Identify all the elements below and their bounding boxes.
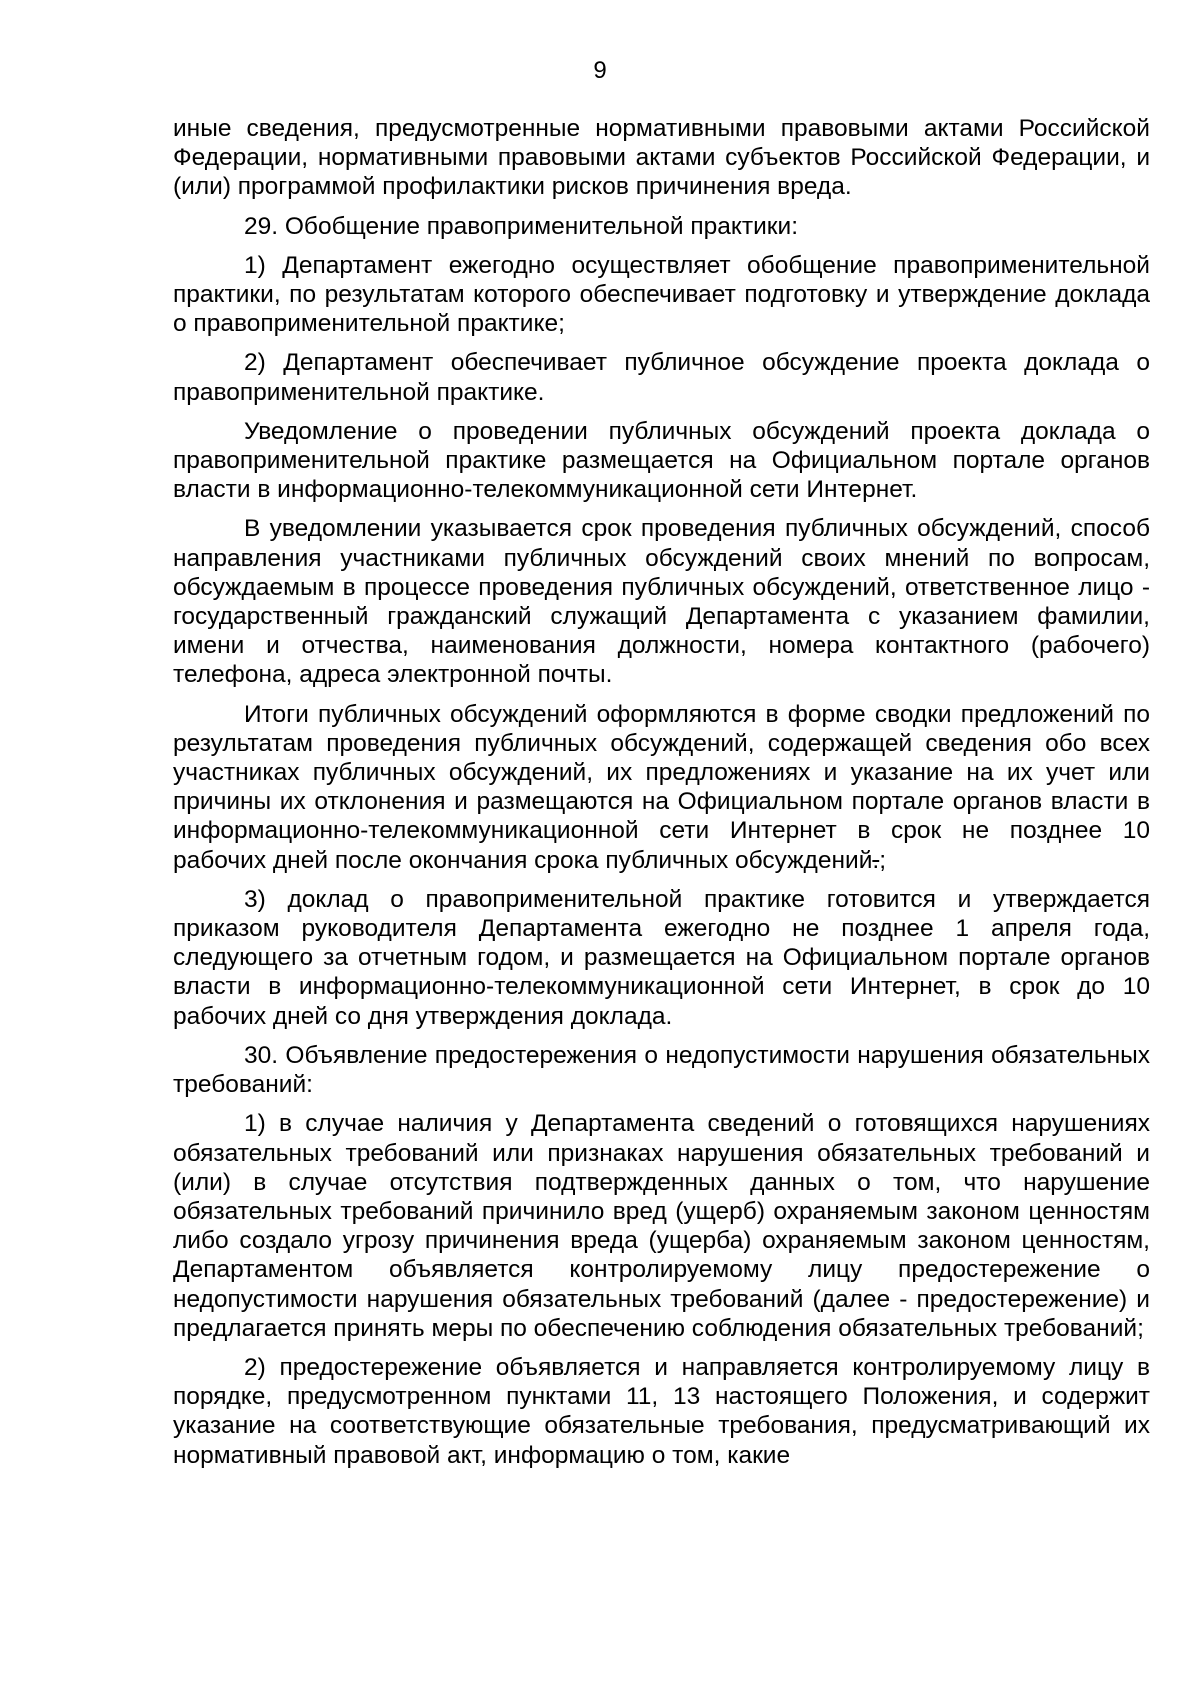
paragraph-29-1: 1) Департамент ежегодно осуществляет обобщение правоприменительной практики, по результатам которого обеспечивает подготовку и утверждение доклада о правоприменительной практике; bbox=[173, 251, 1150, 338]
paragraph-30-2: 2) предостережение объявляется и направляется контролируемому лицу в порядке, предусмотренном пунктами 11, 13 настоящего Положения, и содержит указание на соответствующие обязательные требования, предусматривающий их нормативный правовой акт, информацию о том, какие bbox=[173, 1353, 1150, 1469]
paragraph-continuation: иные сведения, предусмотренные нормативными правовыми актами Российской Федерации, нормативными правовыми актами субъектов Российской Федерации, и (или) программой профилактики рисков причинения вреда. bbox=[173, 115, 1150, 201]
document-body bbox=[173, 114, 1150, 1480]
paragraph-30-1: 1) в случае наличия у Департамента сведений о готовящихся нарушениях обязательных требований или признаках нарушения обязательных требований и (или) в случае отсутствия подтвержденных данных о том, что нарушение обязательных требований причинило вред (ущерб) охраняемым законом ценностям либо создало угрозу причинения вреда (ущерба) охраняемым законом ценностям, Департаментом объявляется контролируемому лицу предостережение о недопустимости нарушения обязательных требований (далее - предостережение) и предлагается принять меры по обеспечению соблюдения обязательных требований; bbox=[173, 1110, 1150, 1342]
paragraph-item-29-heading: 29. Обобщение правоприменительной практики: bbox=[244, 212, 799, 240]
paragraph-29-3: 3) доклад о правоприменительной практике готовится и утверждается приказом руководителя Департамента ежегодно не позднее 1 апреля года, следующего за отчетным годом, и размещается на Официальном портале органов власти в информационно-телекоммуникационной сети Интернет, в срок до 10 рабочих дней со дня утверждения доклада. bbox=[173, 885, 1150, 1030]
paragraph-29-2: 2) Департамент обеспечивает публичное обсуждение проекта доклада о правоприменительной практике. bbox=[173, 349, 1150, 406]
struck-punctuation: . bbox=[872, 846, 880, 874]
paragraph-item-30-heading: 30. Объявление предостережения о недопустимости нарушения обязательных требований: bbox=[173, 1041, 1150, 1099]
page-number: 9 bbox=[593, 57, 607, 84]
paragraph-discussion-results-text: Итоги публичных обсуждений оформляются в форме сводки предложений по результатам проведения публичных обсуждений, содержащей сведения обо всех участниках публичных обсуждений, их предложениях и указание на их учет или причины их отклонения и размещаются на Официальном портале органов власти в информационно-телекоммуникационной сети Интернет в срок не позднее 10 рабочих дней после окончания срока публичных обсуждений bbox=[173, 700, 1150, 874]
paragraph-notification: Уведомление о проведении публичных обсуждений проекта доклада о правоприменительной практике размещается на Официальном портале органов власти в информационно-телекоммуникационной сети Интернет. bbox=[173, 417, 1150, 504]
paragraph-discussion-results bbox=[173, 700, 1150, 875]
paragraph-notification-contents: В уведомлении указывается срок проведения публичных обсуждений, способ направления участниками публичных обсуждений своих мнений по вопросам, обсуждаемым в процессе проведения публичных обсуждений, ответственное лицо - государственный гражданский служащий Департамента с указанием фамилии, имени и отчества, наименования должности, номера контактного (рабочего) телефона, адреса электронной почты. bbox=[173, 515, 1150, 689]
paragraph-discussion-results-tail: ; bbox=[879, 846, 886, 874]
